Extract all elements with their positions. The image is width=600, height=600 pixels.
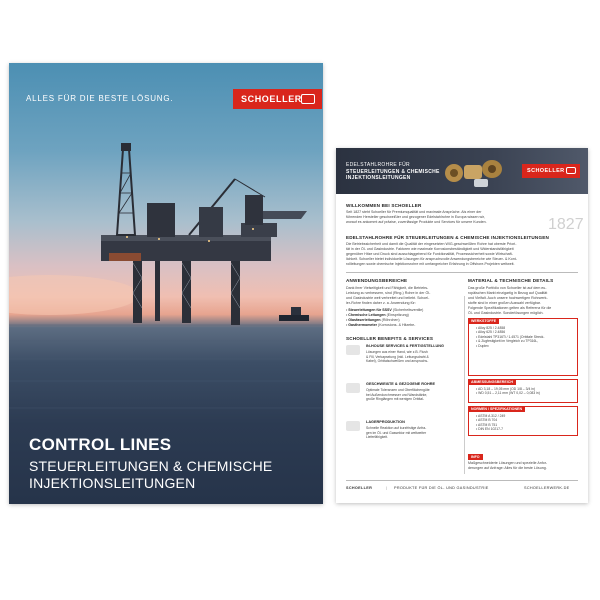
welcome-line-2: führenden Hersteller geschweißter und gezogener Edelstahlrohre in Europa wissen wir, (346, 215, 485, 219)
section-divider (346, 272, 578, 273)
list-item: • WD 0,51 – 2,11 mm (WT 0,02 – 0,083 in) (476, 391, 576, 395)
schoeller-logo (233, 89, 322, 109)
applications-list (346, 308, 462, 328)
welcome-heading: WILLKOMMEN BEI SCHOELLER (346, 203, 422, 208)
brochure-cover (9, 63, 323, 504)
footer-tagline: PRODUKTE FÜR DIE ÖL- UND GASINDUSTRIE (394, 486, 489, 490)
header-line-1: EDELSTAHLROHRE FÜR (346, 162, 410, 168)
logo-text: SCHOELLER (241, 94, 302, 104)
norms-list (476, 414, 576, 432)
warehouse-icon (346, 421, 360, 431)
list-item: • Gasthermometer (Korrosions- & Hitzebe- (346, 323, 462, 328)
intro-line-4: lichkeit. Schoeller bietet individuelle Lösungen für anspruchsvolle Anwendungsbereiche wie Steuer- & Kont- (346, 257, 518, 261)
material-heading: MATERIAL & TECHNISCHE DETAILS (468, 278, 554, 283)
welcome-line-3: worauf es ankommt auf präzise, zuverlässige Produkte und Services für unsere Kunden. (346, 220, 487, 224)
intro-text (346, 242, 578, 267)
info-label: INFO (468, 454, 483, 460)
applications-line-4: ler-Rohre finden daher z. a. Anwendung für: (346, 301, 416, 305)
list-item: • AD 3,18 – 19,05 mm (OD 1/8 – 3/4 in) (476, 387, 576, 391)
list-item: • Steuerleitungen für SSSV (Sicherheitsventile) (346, 308, 462, 313)
applications-heading: ANWENDUNGSBEREICHE (346, 278, 408, 283)
flyer-schoeller-logo (522, 164, 580, 178)
footer-separator: | (386, 486, 388, 490)
fittings-photo-icon (440, 151, 510, 191)
tube-icon (346, 383, 360, 393)
list-item: • & Zugfestigkeit im Vergleich zu TP316L, (476, 339, 576, 343)
service-title: LAGERPRODUKTION (366, 420, 405, 424)
flyer-logo-text: SCHOELLER (527, 168, 565, 174)
brochure-tagline: ALLES FÜR DIE BESTE LÖSUNG. (26, 94, 174, 103)
intro-heading: EDELSTAHLROHRE FÜR STEUERLEITUNGEN & CHEMISCHE INJEKTIONSLEITUNGEN (346, 235, 549, 240)
intro-line-1: Die Betriebssicherheit und damit die Qualität der eingesetzten WIG-geschweißten Rohre hat oberste Priori- (346, 242, 517, 246)
list-item: • Chemische Leitungen (Einspritzung) (346, 313, 462, 318)
norms-label: NORMEN / SPEZIFIKATIONEN (468, 406, 525, 412)
list-item: • Edelstahl TP316Ti / 1.4571 (Orbitale Streck- (476, 335, 576, 339)
brochure-subtitle: STEUERLEITUNGEN & CHEMISCHE INJEKTIONSLEITUNGEN (29, 458, 273, 491)
header-line-2: STEUERLEITUNGEN & CHEMISCHE (346, 168, 440, 175)
info-flyer (336, 148, 588, 503)
flyer-header (336, 148, 588, 194)
list-item: • Alloy 825 / 2.4858 (476, 326, 576, 330)
list-item: • ASTM A 312 / 249 (476, 414, 576, 418)
materials-list (476, 326, 576, 348)
flyer-logo-tube-icon (566, 167, 576, 174)
list-item: • ASTM B 704 (476, 418, 576, 422)
applications-line-3: und Gasindustrie weit verbreitet und beliebt. Schoel- (346, 296, 430, 300)
intro-line-3: gegenüber Hitze und Druck sind ausschlaggebend für Funktionalität, Prozesssicherheit sowie Wirtschaft- (346, 252, 513, 256)
header-line-3: INJEKTIONSLEITUNGEN (346, 175, 411, 181)
flyer-header-title (346, 162, 440, 182)
service-text: Lösungen aus einer Hand, wie z.B. Flush & Fill, Verkapselung (inkl. Leitungsdraht & Kabel), Orbitalschweißen und anspruchs- (366, 350, 429, 364)
intro-line-5: rollleitungen sowie chemische Injektionsrohre mit umfangreicher Erfahrung in Offshore-Projekten weltweit. (346, 262, 515, 266)
welcome-line-1: Seit 1827 steht Schoeller für Premiumqualität und maximale Ansprüche. Als einer der (346, 210, 482, 214)
material-text: Das große Portfolio von Schoeller ist auf dem eu- ropäischen Markt einzigartig in Bezug auf Qualität und Vielfalt. Auch unsere hochwertigen Rohrwerk- stoffe sind in einer großen Auswahl verfügbar. Folgende Spezifikationen gelten als Referenz für die Öl- und Gasindustrie. Sonderlösungen möglich. (468, 286, 552, 315)
services-heading: SCHOELLER BENEFITS & SERVICES (346, 336, 434, 341)
brochure-title: CONTROL LINES (29, 435, 172, 454)
list-item: • Alloy 625 / 2.4856 (476, 330, 576, 334)
wrench-icon (346, 345, 360, 355)
welcome-text (346, 210, 546, 225)
footer-divider (346, 480, 578, 481)
dimensions-list (476, 387, 576, 396)
footer-url[interactable]: SCHOELLERWERK.DE (524, 486, 570, 490)
service-title: IN-HOUSE SERVICES & FERTIGSTELLUNG (366, 344, 444, 348)
intro-line-2: tät in der Öl- und Gasindustrie. Faktoren wie maximale Korrosionsbeständigkeit und Widerstandsfähigkeit (346, 247, 514, 251)
service-title: GESCHWEIßTE & GEZOGENE ROHRE (366, 382, 435, 386)
applications-text (346, 286, 460, 306)
service-text: Optimale Toleranzen und Oberflächengüte bei Außendurchmesser und Wandstärke, große Ringlängen mit wenigen Orbital- (366, 388, 430, 402)
footer-brand: SCHOELLER (346, 486, 373, 490)
service-text: Schnelle Reaktion auf kurzfristige Anfra- gen im Öl- und Gassektor mit weltweiter Lieferfähigkeit. (366, 426, 427, 440)
list-item: • DIN EN 10217-7 (476, 427, 576, 431)
applications-line-1: Dank ihrer Vielseitigkeit und Fähigkeit, die Betriebs- (346, 286, 429, 290)
list-item: • ASTM B 751 (476, 423, 576, 427)
dimensions-label: ABMESSUNGSBEREICH (468, 379, 516, 385)
founding-year: 1827 (548, 216, 584, 233)
list-item: • Duplex (476, 344, 576, 348)
list-item: • Glasfaserleitungen (Röhrchen) (346, 318, 462, 323)
materials-label: WERKSTOFFE (468, 318, 499, 324)
info-text: Maßgeschneiderte Lösungen und spezielle Anfor- derungen auf Anfrage: Alles für die beste Lösung. (468, 461, 548, 470)
column-divider (464, 296, 465, 474)
logo-tube-icon (301, 94, 315, 104)
applications-line-2: Leistung zu verbessern, sind (Ring-) Rohre in der Öl- (346, 291, 431, 295)
